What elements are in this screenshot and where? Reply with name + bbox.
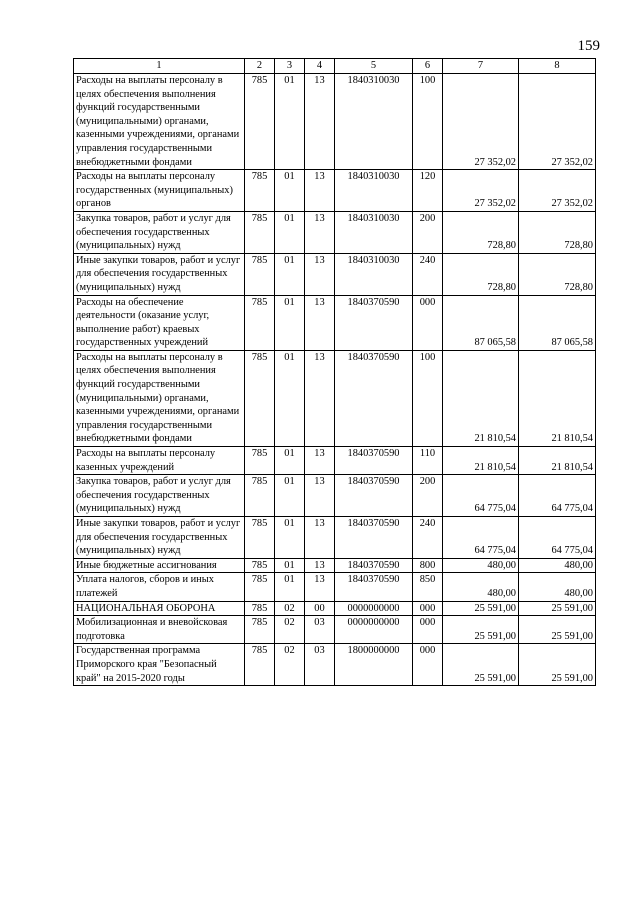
expense-type-cell: 000 xyxy=(413,616,443,644)
row-name-cell: Расходы на выплаты персоналу государственных (муниципальных) органов xyxy=(74,170,245,212)
row-name-cell: Мобилизационная и вневойсковая подготовка xyxy=(74,616,245,644)
row-name-cell: Иные бюджетные ассигнования xyxy=(74,558,245,573)
section-code-cell: 01 xyxy=(275,558,305,573)
expense-type-cell: 000 xyxy=(413,644,443,686)
section-code-cell: 02 xyxy=(275,644,305,686)
table-row xyxy=(74,211,596,253)
grbs-code-cell: 785 xyxy=(245,601,275,616)
table-header-row xyxy=(74,59,596,74)
amount-col8-cell: 25 591,00 xyxy=(519,616,596,644)
table-row xyxy=(74,475,596,517)
table-row xyxy=(74,350,596,446)
row-name-cell: Уплата налогов, сборов и иных платежей xyxy=(74,573,245,601)
subsection-code-cell: 13 xyxy=(305,517,335,559)
target-article-cell: 1840370590 xyxy=(335,350,413,446)
table-row xyxy=(74,558,596,573)
table-row xyxy=(74,295,596,350)
amount-col8-cell: 64 775,04 xyxy=(519,517,596,559)
expense-type-cell: 100 xyxy=(413,74,443,170)
subsection-code-cell: 13 xyxy=(305,295,335,350)
target-article-cell: 1840310030 xyxy=(335,253,413,295)
amount-col8-cell: 480,00 xyxy=(519,558,596,573)
grbs-code-cell: 785 xyxy=(245,170,275,212)
amount-col8-cell: 728,80 xyxy=(519,253,596,295)
subsection-code-cell: 13 xyxy=(305,573,335,601)
section-code-cell: 01 xyxy=(275,253,305,295)
target-article-cell: 1840310030 xyxy=(335,211,413,253)
row-name-cell: Расходы на обеспечение деятельности (оказание услуг, выполнение работ) краевых государственных учреждений xyxy=(74,295,245,350)
amount-col7-cell: 480,00 xyxy=(443,573,519,601)
subsection-code-cell: 13 xyxy=(305,350,335,446)
subsection-code-cell: 13 xyxy=(305,211,335,253)
grbs-code-cell: 785 xyxy=(245,558,275,573)
row-name-cell: Государственная программа Приморского края "Безопасный край" на 2015-2020 годы xyxy=(74,644,245,686)
section-code-cell: 01 xyxy=(275,517,305,559)
section-code-cell: 02 xyxy=(275,616,305,644)
section-code-cell: 01 xyxy=(275,170,305,212)
expense-type-cell: 240 xyxy=(413,517,443,559)
target-article-cell: 0000000000 xyxy=(335,616,413,644)
target-article-cell: 1840370590 xyxy=(335,475,413,517)
amount-col8-cell: 25 591,00 xyxy=(519,601,596,616)
grbs-code-cell: 785 xyxy=(245,517,275,559)
header-cell: 6 xyxy=(413,59,443,74)
row-name-cell: Расходы на выплаты персоналу казенных учреждений xyxy=(74,447,245,475)
subsection-code-cell: 13 xyxy=(305,475,335,517)
target-article-cell: 1840310030 xyxy=(335,170,413,212)
header-cell: 2 xyxy=(245,59,275,74)
amount-col7-cell: 64 775,04 xyxy=(443,475,519,517)
header-cell: 4 xyxy=(305,59,335,74)
amount-col7-cell: 728,80 xyxy=(443,211,519,253)
expense-type-cell: 200 xyxy=(413,475,443,517)
amount-col7-cell: 87 065,58 xyxy=(443,295,519,350)
amount-col7-cell: 21 810,54 xyxy=(443,350,519,446)
amount-col7-cell: 27 352,02 xyxy=(443,170,519,212)
expense-type-cell: 850 xyxy=(413,573,443,601)
row-name-cell: Иные закупки товаров, работ и услуг для обеспечения государственных (муниципальных) нужд xyxy=(74,253,245,295)
amount-col7-cell: 25 591,00 xyxy=(443,616,519,644)
section-code-cell: 01 xyxy=(275,295,305,350)
target-article-cell: 1840370590 xyxy=(335,573,413,601)
expense-type-cell: 120 xyxy=(413,170,443,212)
amount-col8-cell: 21 810,54 xyxy=(519,350,596,446)
expense-type-cell: 100 xyxy=(413,350,443,446)
amount-col8-cell: 64 775,04 xyxy=(519,475,596,517)
expense-type-cell: 000 xyxy=(413,295,443,350)
table-row xyxy=(74,253,596,295)
grbs-code-cell: 785 xyxy=(245,644,275,686)
expense-type-cell: 240 xyxy=(413,253,443,295)
amount-col8-cell: 27 352,02 xyxy=(519,74,596,170)
amount-col7-cell: 480,00 xyxy=(443,558,519,573)
section-code-cell: 01 xyxy=(275,211,305,253)
grbs-code-cell: 785 xyxy=(245,475,275,517)
subsection-code-cell: 13 xyxy=(305,447,335,475)
subsection-code-cell: 03 xyxy=(305,644,335,686)
target-article-cell: 1840370590 xyxy=(335,558,413,573)
amount-col7-cell: 64 775,04 xyxy=(443,517,519,559)
grbs-code-cell: 785 xyxy=(245,295,275,350)
amount-col8-cell: 728,80 xyxy=(519,211,596,253)
expense-type-cell: 000 xyxy=(413,601,443,616)
target-article-cell: 1840370590 xyxy=(335,447,413,475)
page-number: 159 xyxy=(577,38,600,54)
target-article-cell: 1800000000 xyxy=(335,644,413,686)
header-cell: 8 xyxy=(519,59,596,74)
table-row xyxy=(74,447,596,475)
amount-col8-cell: 27 352,02 xyxy=(519,170,596,212)
section-code-cell: 01 xyxy=(275,573,305,601)
header-cell: 7 xyxy=(443,59,519,74)
target-article-cell: 0000000000 xyxy=(335,601,413,616)
table-row xyxy=(74,170,596,212)
amount-col8-cell: 87 065,58 xyxy=(519,295,596,350)
grbs-code-cell: 785 xyxy=(245,74,275,170)
grbs-code-cell: 785 xyxy=(245,211,275,253)
subsection-code-cell: 13 xyxy=(305,558,335,573)
grbs-code-cell: 785 xyxy=(245,616,275,644)
amount-col8-cell: 480,00 xyxy=(519,573,596,601)
target-article-cell: 1840370590 xyxy=(335,295,413,350)
expense-type-cell: 800 xyxy=(413,558,443,573)
row-name-cell: Расходы на выплаты персоналу в целях обеспечения выполнения функций государственными (муниципальными) органами, казенными учреждениями, органами управления государственными внебюджетными фондами xyxy=(74,350,245,446)
amount-col7-cell: 25 591,00 xyxy=(443,644,519,686)
grbs-code-cell: 785 xyxy=(245,253,275,295)
table-row xyxy=(74,616,596,644)
row-name-cell: Закупка товаров, работ и услуг для обеспечения государственных (муниципальных) нужд xyxy=(74,475,245,517)
subsection-code-cell: 13 xyxy=(305,253,335,295)
table-row xyxy=(74,644,596,686)
amount-col8-cell: 21 810,54 xyxy=(519,447,596,475)
header-cell: 1 xyxy=(74,59,245,74)
table-row xyxy=(74,601,596,616)
subsection-code-cell: 03 xyxy=(305,616,335,644)
subsection-code-cell: 00 xyxy=(305,601,335,616)
target-article-cell: 1840310030 xyxy=(335,74,413,170)
subsection-code-cell: 13 xyxy=(305,170,335,212)
section-code-cell: 01 xyxy=(275,350,305,446)
row-name-cell: Закупка товаров, работ и услуг для обеспечения государственных (муниципальных) нужд xyxy=(74,211,245,253)
expense-type-cell: 200 xyxy=(413,211,443,253)
header-cell: 5 xyxy=(335,59,413,74)
table-row xyxy=(74,517,596,559)
amount-col7-cell: 728,80 xyxy=(443,253,519,295)
budget-table xyxy=(73,58,596,686)
table-row xyxy=(74,573,596,601)
amount-col7-cell: 21 810,54 xyxy=(443,447,519,475)
row-name-cell: Расходы на выплаты персоналу в целях обеспечения выполнения функций государственными (муниципальными) органами, казенными учреждениями, органами управления государственными внебюджетными фондами xyxy=(74,74,245,170)
expense-type-cell: 110 xyxy=(413,447,443,475)
row-name-cell: НАЦИОНАЛЬНАЯ ОБОРОНА xyxy=(74,601,245,616)
target-article-cell: 1840370590 xyxy=(335,517,413,559)
amount-col7-cell: 27 352,02 xyxy=(443,74,519,170)
table-row xyxy=(74,74,596,170)
grbs-code-cell: 785 xyxy=(245,573,275,601)
subsection-code-cell: 13 xyxy=(305,74,335,170)
section-code-cell: 01 xyxy=(275,447,305,475)
section-code-cell: 02 xyxy=(275,601,305,616)
amount-col7-cell: 25 591,00 xyxy=(443,601,519,616)
amount-col8-cell: 25 591,00 xyxy=(519,644,596,686)
section-code-cell: 01 xyxy=(275,475,305,517)
row-name-cell: Иные закупки товаров, работ и услуг для обеспечения государственных (муниципальных) нужд xyxy=(74,517,245,559)
section-code-cell: 01 xyxy=(275,74,305,170)
header-cell: 3 xyxy=(275,59,305,74)
grbs-code-cell: 785 xyxy=(245,350,275,446)
grbs-code-cell: 785 xyxy=(245,447,275,475)
